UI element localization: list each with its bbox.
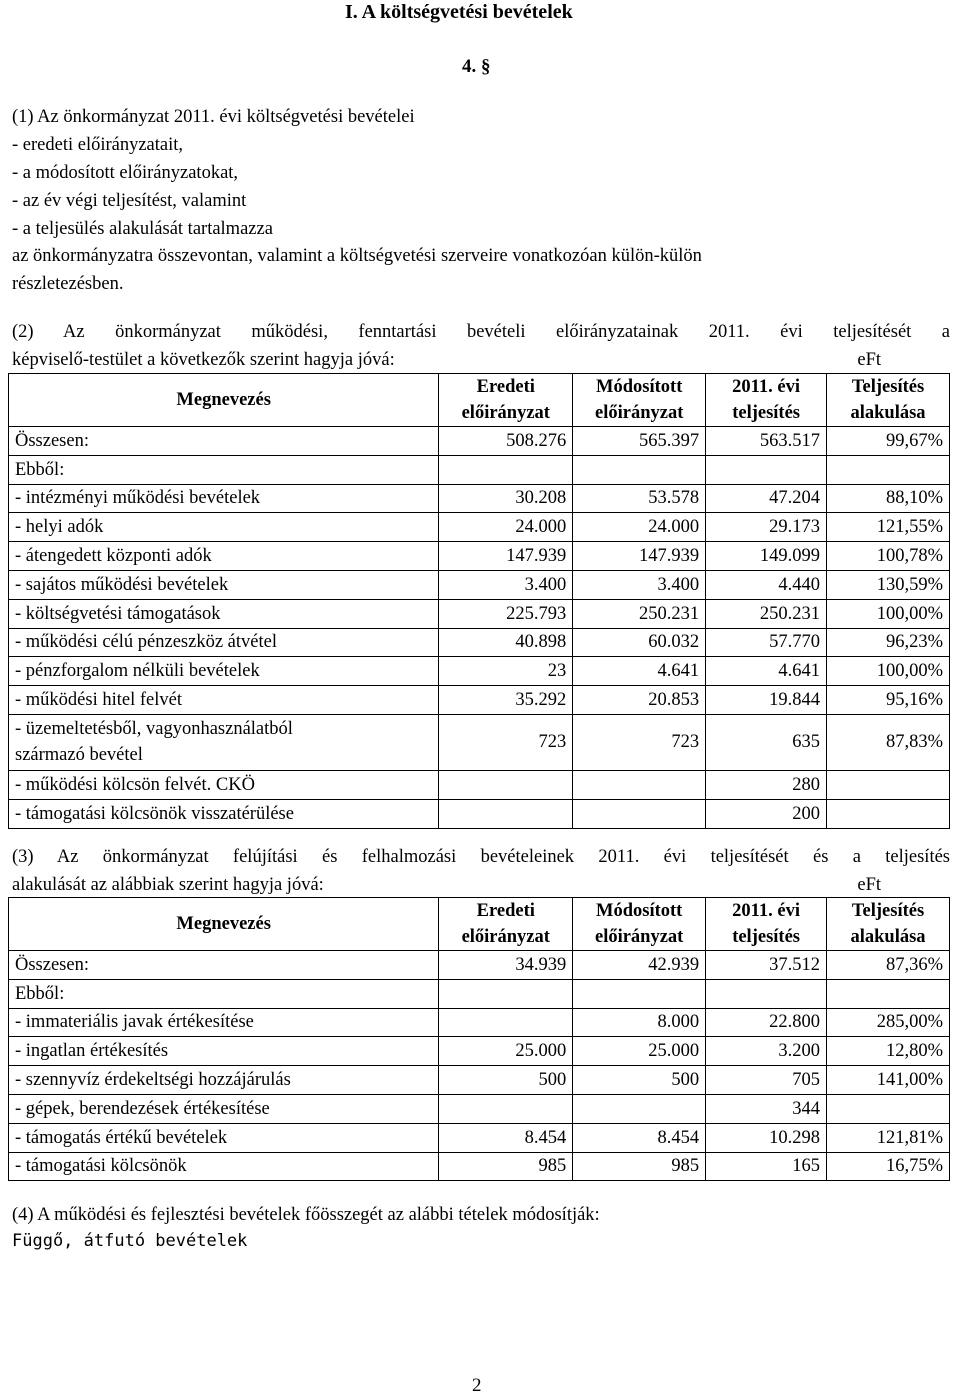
header-text: Eredeti	[476, 901, 535, 921]
cell-actual: 250.231	[706, 599, 827, 628]
cell-actual: 4.440	[706, 570, 827, 599]
s2-unit: eFt	[857, 350, 881, 370]
cell-name: - működési célú pénzeszköz átvétel	[9, 628, 439, 657]
cell-original	[439, 1008, 573, 1037]
table-row	[9, 484, 950, 513]
cell-name	[9, 714, 439, 770]
cell-actual	[706, 455, 827, 484]
cell-name-line: származó bevétel	[15, 745, 143, 766]
header-text: teljesítés	[732, 927, 800, 947]
cell-actual: 165	[706, 1152, 827, 1181]
cell-ratio: 285,00%	[827, 1008, 950, 1037]
col-header-ratio	[827, 374, 950, 427]
cell-ratio: 96,23%	[827, 628, 950, 657]
cell-ratio: 87,83%	[827, 714, 950, 770]
cell-name: - költségvetési támogatások	[9, 599, 439, 628]
cell-ratio: 88,10%	[827, 484, 950, 513]
paragraph-number: 4. §	[462, 56, 491, 77]
table-total-row	[9, 427, 950, 456]
cell-name: - támogatás értékű bevételek	[9, 1123, 439, 1152]
cell-actual: 280	[706, 770, 827, 799]
header-text: 2011. évi	[732, 377, 801, 397]
table-header-row	[9, 898, 950, 951]
header-text: Megnevezés	[176, 914, 271, 934]
s2-intro-2: képviselő-testület a következők szerint hagyja jóvá:	[12, 350, 395, 370]
cell-actual: 47.204	[706, 484, 827, 513]
cell-name: - támogatási kölcsönök	[9, 1152, 439, 1181]
col-header-actual	[706, 898, 827, 951]
s3-unit: eFt	[857, 875, 881, 895]
cell-modified: 565.397	[573, 427, 706, 456]
cell-modified: 4.641	[573, 657, 706, 686]
table-row	[9, 513, 950, 542]
cell-modified: 25.000	[573, 1037, 706, 1066]
cell-name: - gépek, berendezések értékesítése	[9, 1094, 439, 1123]
s1-line-2: - eredeti előirányzatait,	[12, 135, 184, 155]
s1-line-6: az önkormányzatra összevontan, valamint a költségvetési szerveire vonatkozóan külön-külön	[12, 246, 702, 266]
operating-revenue-tail-rows	[9, 770, 950, 828]
cell-actual	[706, 979, 827, 1008]
cell-ratio	[827, 799, 950, 828]
header-text: Módosított	[596, 901, 683, 921]
cell-actual: 705	[706, 1066, 827, 1095]
table-row	[9, 770, 950, 799]
col-header-modified	[573, 374, 706, 427]
cell-modified: 53.578	[573, 484, 706, 513]
cell-modified: 24.000	[573, 513, 706, 542]
cell-name: Összesen:	[9, 951, 439, 980]
cell-actual: 563.517	[706, 427, 827, 456]
cell-original: 35.292	[439, 686, 573, 715]
cell-actual: 344	[706, 1094, 827, 1123]
cell-original	[439, 1094, 573, 1123]
table-subheading-row	[9, 455, 950, 484]
header-text: Eredeti	[476, 377, 535, 397]
cell-original: 225.793	[439, 599, 573, 628]
cell-modified: 3.400	[573, 570, 706, 599]
cell-name: - sajátos működési bevételek	[9, 570, 439, 599]
cell-actual: 200	[706, 799, 827, 828]
cell-actual: 57.770	[706, 628, 827, 657]
cell-original	[439, 770, 573, 799]
cell-ratio: 16,75%	[827, 1152, 950, 1181]
cell-modified: 500	[573, 1066, 706, 1095]
cell-modified: 8.454	[573, 1123, 706, 1152]
header-text: előirányzat	[461, 927, 550, 947]
cell-original	[439, 455, 573, 484]
cell-modified	[573, 770, 706, 799]
col-header-modified	[573, 898, 706, 951]
cell-ratio: 87,36%	[827, 951, 950, 980]
cell-ratio: 100,00%	[827, 599, 950, 628]
cell-actual: 149.099	[706, 542, 827, 571]
cell-actual: 29.173	[706, 513, 827, 542]
cell-actual: 4.641	[706, 657, 827, 686]
cell-modified: 60.032	[573, 628, 706, 657]
header-text: Módosított	[596, 377, 683, 397]
s1-line-7: részletezésben.	[12, 274, 124, 294]
col-header-original	[439, 898, 573, 951]
cell-ratio	[827, 1094, 950, 1123]
cell-name-line: - üzemeltetésből, vagyonhasználatból	[15, 719, 293, 740]
s1-line-3: - a módosított előirányzatokat,	[12, 163, 239, 183]
cell-ratio	[827, 455, 950, 484]
header-text: alakulása	[850, 403, 926, 423]
table-subheading-row	[9, 979, 950, 1008]
table-row	[9, 599, 950, 628]
cell-original: 985	[439, 1152, 573, 1181]
cell-name: - helyi adók	[9, 513, 439, 542]
operating-revenue-rows	[9, 484, 950, 714]
cell-ratio: 121,55%	[827, 513, 950, 542]
capital-revenue-table	[8, 897, 950, 1181]
cell-modified: 985	[573, 1152, 706, 1181]
cell-modified	[573, 799, 706, 828]
table-row	[9, 714, 950, 770]
cell-original: 723	[439, 714, 573, 770]
section-title: I. A költségvetési bevételek	[345, 1, 573, 23]
cell-name: - támogatási kölcsönök visszatérülése	[9, 799, 439, 828]
cell-modified: 20.853	[573, 686, 706, 715]
header-text: előirányzat	[594, 927, 684, 947]
cell-ratio: 141,00%	[827, 1066, 950, 1095]
s4-line-2: Függő, átfutó bevételek	[12, 1231, 248, 1251]
cell-name: Ebből:	[9, 455, 439, 484]
cell-modified: 147.939	[573, 542, 706, 571]
table-row	[9, 657, 950, 686]
cell-original: 23	[439, 657, 573, 686]
cell-name: - működési hitel felvét	[9, 686, 439, 715]
cell-actual: 635	[706, 714, 827, 770]
table-row	[9, 1094, 950, 1123]
cell-modified: 723	[573, 714, 706, 770]
cell-original: 8.454	[439, 1123, 573, 1152]
cell-original: 500	[439, 1066, 573, 1095]
cell-name: Összesen:	[9, 427, 439, 456]
cell-actual: 19.844	[706, 686, 827, 715]
cell-original: 508.276	[439, 427, 573, 456]
cell-ratio: 100,78%	[827, 542, 950, 571]
cell-ratio: 130,59%	[827, 570, 950, 599]
cell-name: - működési kölcsön felvét. CKÖ	[9, 770, 439, 799]
s1-line-1: (1) Az önkormányzat 2011. évi költségvetési bevételei	[12, 107, 415, 127]
cell-ratio: 100,00%	[827, 657, 950, 686]
cell-modified	[573, 979, 706, 1008]
cell-original: 24.000	[439, 513, 573, 542]
cell-ratio: 99,67%	[827, 427, 950, 456]
col-header-ratio	[827, 898, 950, 951]
col-header-name	[9, 898, 439, 951]
table-row	[9, 1152, 950, 1181]
cell-original: 3.400	[439, 570, 573, 599]
table-row	[9, 542, 950, 571]
operating-revenue-table	[8, 373, 950, 829]
cell-name: - átengedett központi adók	[9, 542, 439, 571]
cell-modified: 42.939	[573, 951, 706, 980]
header-text: előirányzat	[461, 403, 550, 423]
col-header-name	[9, 374, 439, 427]
s4-line-1: (4) A működési és fejlesztési bevételek főösszegét az alábbi tételek módosítják:	[12, 1205, 600, 1225]
header-text: Teljesítés	[851, 901, 925, 921]
cell-actual: 22.800	[706, 1008, 827, 1037]
capital-revenue-rows	[9, 1008, 950, 1181]
table-header-row	[9, 374, 950, 427]
table-row	[9, 628, 950, 657]
cell-modified: 8.000	[573, 1008, 706, 1037]
table-row	[9, 1008, 950, 1037]
s2-intro-1: (2) Az önkormányzat működési, fenntartási bevételi előirányzatainak 2011. évi teljesítését a	[12, 322, 950, 342]
table-row	[9, 799, 950, 828]
s3-intro-2: alakulását az alábbiak szerint hagyja jóvá:	[12, 875, 324, 895]
table-row	[9, 1037, 950, 1066]
table-row	[9, 570, 950, 599]
header-text: 2011. évi	[732, 901, 801, 921]
col-header-original	[439, 374, 573, 427]
header-text: Megnevezés	[176, 390, 271, 410]
cell-ratio: 121,81%	[827, 1123, 950, 1152]
cell-actual: 3.200	[706, 1037, 827, 1066]
cell-name: - ingatlan értékesítés	[9, 1037, 439, 1066]
cell-ratio: 95,16%	[827, 686, 950, 715]
table-row	[9, 686, 950, 715]
cell-original	[439, 799, 573, 828]
table-row	[9, 1066, 950, 1095]
cell-actual: 37.512	[706, 951, 827, 980]
s1-line-4: - az év végi teljesítést, valamint	[12, 191, 247, 211]
cell-modified	[573, 1094, 706, 1123]
table-row	[9, 1123, 950, 1152]
cell-ratio	[827, 770, 950, 799]
header-text: alakulása	[850, 927, 926, 947]
cell-original: 147.939	[439, 542, 573, 571]
cell-name: - immateriális javak értékesítése	[9, 1008, 439, 1037]
cell-original: 40.898	[439, 628, 573, 657]
page-number: 2	[472, 1375, 482, 1396]
header-text: teljesítés	[732, 403, 800, 423]
cell-modified: 250.231	[573, 599, 706, 628]
cell-original: 30.208	[439, 484, 573, 513]
cell-name: - pénzforgalom nélküli bevételek	[9, 657, 439, 686]
table-total-row	[9, 951, 950, 980]
cell-original: 34.939	[439, 951, 573, 980]
cell-ratio	[827, 979, 950, 1008]
cell-ratio: 12,80%	[827, 1037, 950, 1066]
header-text: előirányzat	[595, 403, 684, 423]
header-text: Teljesítés	[851, 377, 925, 397]
cell-modified	[573, 455, 706, 484]
cell-name: - szennyvíz érdekeltségi hozzájárulás	[9, 1066, 439, 1095]
s3-intro-1: (3) Az önkormányzat felújítási és felhalmozási bevételeinek 2011. évi teljesítését és a teljesítés	[12, 847, 950, 867]
col-header-actual	[706, 374, 827, 427]
cell-actual: 10.298	[706, 1123, 827, 1152]
s1-line-5: - a teljesülés alakulását tartalmazza	[12, 219, 273, 239]
cell-name: - intézményi működési bevételek	[9, 484, 439, 513]
cell-name: Ebből:	[9, 979, 439, 1008]
cell-original	[439, 979, 573, 1008]
cell-original: 25.000	[439, 1037, 573, 1066]
